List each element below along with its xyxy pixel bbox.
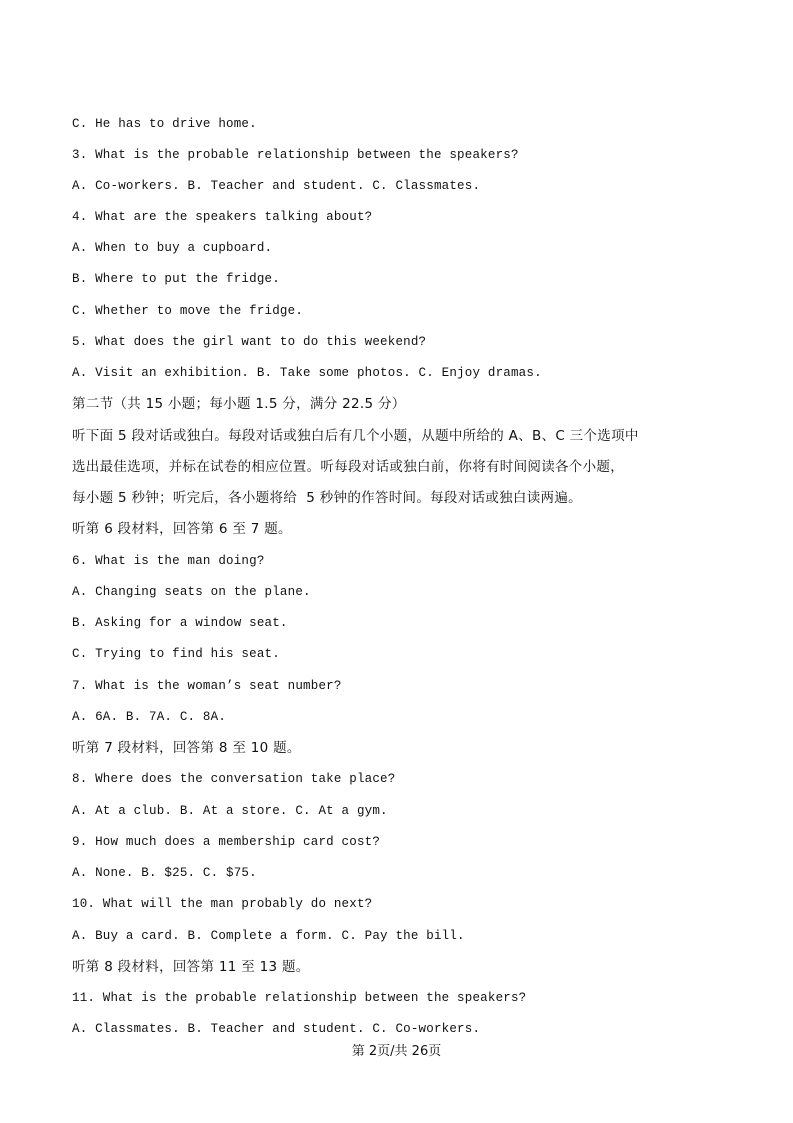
question-6: 6. What is the man doing?	[72, 554, 265, 568]
answer-options: A. 6A. B. 7A. C. 8A.	[72, 710, 227, 724]
answer-option: B. Where to put the fridge.	[72, 272, 280, 286]
answer-option: A. Changing seats on the plane.	[72, 585, 311, 599]
answer-options: A. At a club. B. At a store. C. At a gym.	[72, 804, 388, 818]
instructions-line: 每小题 5 秒钟；听完后，各小题将给 5 秒钟的作答时间。每段对话或独白读两遍。	[72, 490, 582, 506]
question-8: 8. Where does the conversation take place?	[72, 772, 396, 786]
answer-option: A. When to buy a cupboard.	[72, 241, 273, 255]
material-heading: 听第 8 段材料，回答第 11 至 13 题。	[72, 959, 310, 975]
answer-options: A. Classmates. B. Teacher and student. C. Co-workers.	[72, 1022, 481, 1036]
instructions-line: 选出最佳选项，并标在试卷的相应位置。听每段对话或独白前，你将有时间阅读各个小题，	[72, 459, 624, 475]
material-heading: 听第 7 段材料，回答第 8 至 10 题。	[72, 740, 301, 756]
question-7: 7. What is the woman’s seat number?	[72, 679, 342, 693]
answer-option: C. Whether to move the fridge.	[72, 304, 304, 318]
section-heading: 第二节（共 15 小题；每小题 1.5 分，满分 22.5 分）	[72, 396, 406, 412]
page-footer: 第 2页/共 26页	[351, 1044, 442, 1059]
question-3: 3. What is the probable relationship between the speakers?	[72, 148, 519, 162]
question-11: 11. What is the probable relationship between the speakers?	[72, 991, 527, 1005]
instructions-line: 听下面 5 段对话或独白。每段对话或独白后有几个小题，从题中所给的 A、B、C 三个选项中	[72, 428, 639, 444]
answer-options: A. Co-workers. B. Teacher and student. C. Classmates.	[72, 179, 481, 193]
question-10: 10. What will the man probably do next?	[72, 897, 373, 911]
answer-options: A. Buy a card. B. Complete a form. C. Pay the bill.	[72, 929, 465, 943]
answer-option: C. He has to drive home.	[72, 117, 257, 131]
question-5: 5. What does the girl want to do this weekend?	[72, 335, 427, 349]
answer-option: B. Asking for a window seat.	[72, 616, 288, 630]
question-4: 4. What are the speakers talking about?	[72, 210, 373, 224]
answer-options: A. None. B. $25. C. $75.	[72, 866, 257, 880]
material-heading: 听第 6 段材料，回答第 6 至 7 题。	[72, 521, 292, 537]
answer-options: A. Visit an exhibition. B. Take some photos. C. Enjoy dramas.	[72, 366, 542, 380]
answer-option: C. Trying to find his seat.	[72, 647, 280, 661]
question-9: 9. How much does a membership card cost?	[72, 835, 381, 849]
